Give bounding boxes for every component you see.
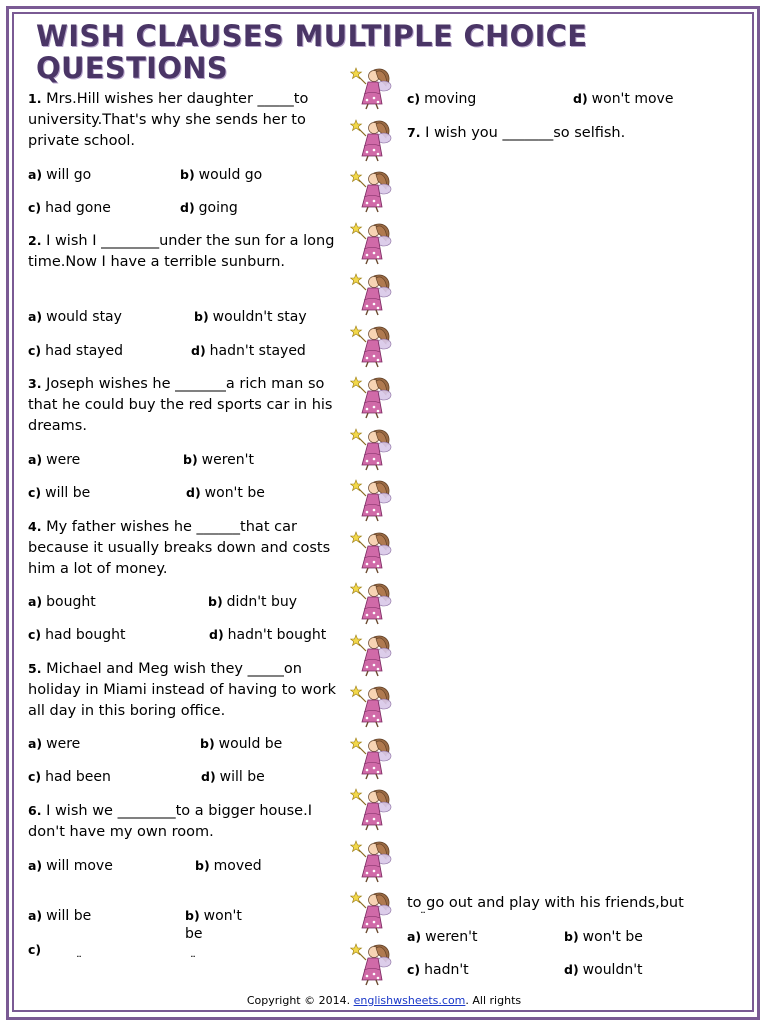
q1-option-c[interactable]: c) had gone: [28, 200, 111, 216]
q2-option-d[interactable]: d) hadn't stayed: [191, 343, 306, 359]
q1-option-b[interactable]: b) would go: [180, 167, 263, 183]
footer-copyright: [0, 994, 768, 1008]
q2-option-a[interactable]: a) would stay: [28, 309, 122, 325]
q5-option-c[interactable]: c) had been: [28, 769, 111, 785]
q6-option-a[interactable]: a) will move: [28, 858, 113, 874]
q3-option-a[interactable]: a) were: [28, 452, 81, 468]
fairy-icon: [350, 528, 394, 574]
q5-option-b[interactable]: b) would be: [200, 736, 283, 752]
q3-option-d[interactable]: d) won't be: [186, 485, 265, 501]
fairy-icon: [350, 116, 394, 162]
fairy-icon: [350, 785, 394, 831]
right-bottom-option-d[interactable]: d) wouldn't: [564, 962, 643, 978]
right-bottom-question: to go out and play with his friends,but: [407, 895, 684, 911]
right-bottom-option-c[interactable]: c) hadn't: [407, 962, 469, 978]
left-bottom-option-b[interactable]: b) won't be: [185, 908, 242, 942]
q3-option-c[interactable]: c) will be: [28, 485, 91, 501]
left-bottom-option-a[interactable]: a) will be: [28, 908, 92, 924]
cut-text-mark: ¨: [190, 954, 196, 968]
question-2: 2. I wish I ________under the sun for a long time.Now I have a terrible sunburn.: [28, 233, 335, 270]
q5-option-d[interactable]: d) will be: [201, 769, 265, 785]
question-6: 6. I wish we ________to a bigger house.I don't have my own room.: [28, 803, 312, 840]
fairy-icon: [350, 270, 394, 316]
question-7: 7. I wish you _______so selfish.: [407, 125, 626, 141]
fairy-icon: [350, 373, 394, 419]
left-bottom-option-c[interactable]: c): [28, 942, 42, 957]
fairy-icon: [350, 682, 394, 728]
fairy-icon: [350, 219, 394, 265]
cut-text-mark: ¨: [420, 910, 426, 924]
worksheet-title: WISH CLAUSES MULTIPLE CHOICE QUESTIONS: [36, 19, 588, 85]
q3-option-b[interactable]: b) weren't: [183, 452, 255, 468]
q5-option-a[interactable]: a) were: [28, 736, 81, 752]
q1-option-d[interactable]: d) going: [180, 200, 238, 216]
q4-option-c[interactable]: c) had bought: [28, 627, 126, 643]
question-3: 3. Joseph wishes he _______a rich man so that he could buy the red sports car in his dreams.: [28, 376, 333, 434]
fairy-icon: [350, 476, 394, 522]
footer-suffix: . All rights: [465, 994, 522, 1007]
q1-option-a[interactable]: a) will go: [28, 167, 92, 183]
q2-option-c[interactable]: c) had stayed: [28, 343, 124, 359]
fairy-divider: [350, 64, 396, 994]
question-1: 1. Mrs.Hill wishes her daughter _____to university.That's why she sends her to private school.: [28, 91, 309, 149]
question-5: 5. Michael and Meg wish they _____on holiday in Miami instead of having to work all day in this boring office.: [28, 661, 337, 719]
footer-link[interactable]: englishwsheets.com: [353, 994, 466, 1007]
q4-option-b[interactable]: b) didn't buy: [208, 594, 298, 610]
q6-option-c[interactable]: c) moving: [407, 91, 477, 107]
fairy-icon: [350, 425, 394, 471]
fairy-icon: [350, 837, 394, 883]
q4-option-d[interactable]: d) hadn't bought: [209, 627, 327, 643]
q6-option-b[interactable]: b) moved: [195, 858, 262, 874]
footer-prefix: Copyright © 2014.: [246, 994, 354, 1007]
q6-option-d[interactable]: d) won't move: [573, 91, 674, 107]
fairy-icon: [350, 167, 394, 213]
cut-text-mark: ¨: [76, 954, 82, 968]
right-bottom-option-a[interactable]: a) weren't: [407, 929, 478, 945]
fairy-icon: [350, 322, 394, 368]
fairy-icon: [350, 579, 394, 625]
question-4: 4. My father wishes he ______that car because it usually breaks down and costs him a lot of money.: [28, 519, 331, 577]
fairy-icon: [350, 734, 394, 780]
right-bottom-option-b[interactable]: b) won't be: [564, 929, 643, 945]
q2-option-b[interactable]: b) wouldn't stay: [194, 309, 307, 325]
fairy-icon: [350, 888, 394, 934]
fairy-icon: [350, 940, 394, 986]
fairy-icon: [350, 631, 394, 677]
q4-option-a[interactable]: a) bought: [28, 594, 96, 610]
fairy-icon: [350, 64, 394, 110]
